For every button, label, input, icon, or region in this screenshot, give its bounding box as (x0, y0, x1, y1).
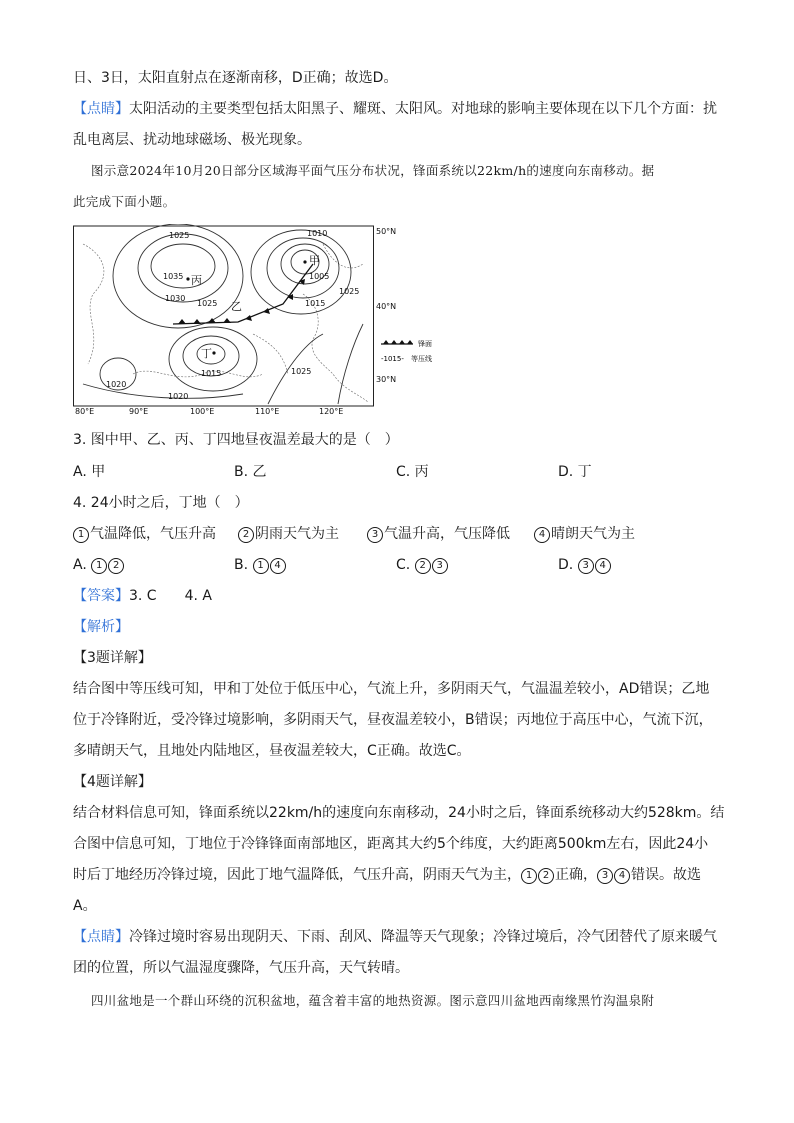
isobar-label: 1020 (106, 380, 127, 389)
question-4-stem: 4. 24小时之后，丁地（ ） (73, 495, 249, 511)
low-center-marker-ding (212, 351, 215, 354)
q4-detail-line: A。 (73, 898, 97, 914)
q4-detail-line (73, 865, 701, 885)
pressure-map-svg (73, 224, 453, 414)
circled-number: 1 (91, 558, 107, 574)
answer-line (73, 586, 212, 606)
q3-option-b: B. 乙 (234, 464, 267, 480)
circled-number: 2 (238, 527, 254, 543)
place-yi: 乙 (231, 300, 242, 313)
tip-label: 【点睛】 (73, 101, 129, 117)
tip-text: 太阳活动的主要类型包括太阳黑子、耀斑、太阳风。对地球的影响主要体现在以下几个方面：扰 (129, 101, 717, 117)
isobar-label: 1025 (339, 287, 360, 296)
q3-detail-label: 【3题详解】 (73, 650, 152, 666)
circled-number: 4 (270, 558, 286, 574)
isobar-label: 1025 (197, 299, 218, 308)
lon-label: 90°E (129, 407, 149, 414)
q4-item-2 (238, 524, 339, 544)
circled-number: 1 (253, 558, 269, 574)
q4-detail-text: 错误。故选 (631, 867, 701, 883)
circled-number: 2 (538, 868, 554, 884)
q3-option-c: C. 丙 (396, 464, 429, 480)
isobar-label: 1010 (307, 229, 328, 238)
lat-label: 50°N (376, 227, 397, 236)
circled-number: 2 (108, 558, 124, 574)
answer-label: 【答案】 (73, 588, 129, 604)
tip2-line-1 (73, 927, 717, 947)
place-jia: 甲 (309, 254, 320, 267)
lon-label: 100°E (190, 407, 215, 414)
map-legend (381, 339, 432, 363)
tip-paragraph-line-1 (73, 99, 717, 119)
high-center-marker (186, 277, 189, 280)
circled-number: 3 (578, 558, 594, 574)
q3-detail-line: 结合图中等压线可知，甲和丁处位于低压中心，气流上升，多阴雨天气，气温温差较小，AD错误；乙地 (73, 681, 710, 697)
q4-item-text: 气温降低，气压升高 (90, 526, 216, 542)
circled-number: 1 (73, 527, 89, 543)
lat-label: 40°N (376, 302, 397, 311)
tip2-line-2: 团的位置，所以气温湿度骤降，气压升高，天气转晴。 (73, 960, 409, 976)
option-letter: A. (73, 557, 87, 573)
tip-paragraph-line-2: 乱电离层、扰动地球磁场、极光现象。 (73, 132, 311, 148)
isobar-label: 1025 (291, 367, 312, 376)
circled-number: 4 (614, 868, 630, 884)
q4-detail-line: 合图中信息可知，丁地位于冷锋锋面南部地区，距离其大约5个纬度，大约距离500km左右，因此24小 (73, 836, 709, 852)
q3-option-a: A. 甲 (73, 464, 106, 480)
next-material-intro: 四川盆地是一个群山环绕的沉积盆地，蕴含着丰富的地热资源。图示意四川盆地西南缘黑竹沟温泉附 (91, 993, 655, 1008)
q4-item-text: 气温升高，气压降低 (384, 526, 510, 542)
isobar-label: 1030 (165, 294, 186, 303)
q4-option-d (558, 555, 612, 575)
isobar-label: 1005 (309, 272, 330, 281)
q4-item-text: 晴朗天气为主 (551, 526, 635, 542)
material-intro-line-2: 此完成下面小题。 (73, 194, 176, 209)
place-bing: 丙 (191, 274, 202, 287)
circled-number: 1 (521, 868, 537, 884)
legend-isobar-label: 等压线 (411, 355, 432, 363)
option-letter: C. (396, 557, 411, 573)
isobar-label: 1035 (163, 272, 184, 281)
circled-number: 3 (597, 868, 613, 884)
tip2-text: 冷锋过境时容易出现阴天、下雨、刮风、降温等天气现象；冷锋过境后，冷气团替代了原来暖气 (129, 929, 717, 945)
analysis-label: 【解析】 (73, 619, 129, 635)
tip2-label: 【点睛】 (73, 929, 129, 945)
lon-label: 110°E (255, 407, 280, 414)
q3-option-d: D. 丁 (558, 464, 592, 480)
q4-option-a (73, 555, 125, 575)
q4-item-text: 阴雨天气为主 (255, 526, 339, 542)
q3-detail-line: 位于冷锋附近，受冷锋过境影响，多阴雨天气，昼夜温差较小，B错误；丙地位于高压中心，气流下沉， (73, 712, 713, 728)
q4-item-1 (73, 524, 216, 544)
q4-detail-text: 正确， (555, 867, 597, 883)
option-letter: B. (234, 557, 249, 573)
isobar-label: 1015 (305, 299, 326, 308)
continued-text: 日、3日，太阳直射点在逐渐南移，D正确；故选D。 (73, 70, 398, 86)
q4-detail-line: 结合材料信息可知，锋面系统以22km/h的速度向东南移动，24小时之后，锋面系统移动大约528km。结 (73, 805, 725, 821)
circled-number: 4 (595, 558, 611, 574)
lon-label: 120°E (319, 407, 344, 414)
question-3-stem: 3. 图中甲、乙、丙、丁四地昼夜温差最大的是（ ） (73, 432, 399, 448)
circled-number: 3 (367, 527, 383, 543)
low-center-marker (303, 260, 306, 263)
material-intro-line-1: 图示意2024年10月20日部分区域海平面气压分布状况，锋面系统以22km/h的速度向东南移动。据 (91, 163, 655, 178)
legend-front-label: 锋面 (418, 340, 432, 348)
circled-number: 2 (415, 558, 431, 574)
q4-detail-label: 【4题详解】 (73, 774, 152, 790)
q3-detail-line: 多晴朗天气，且地处内陆地区，昼夜温差较大，C正确。故选C。 (73, 743, 471, 759)
isobar-label: 1025 (169, 231, 190, 240)
q4-detail-text: 时后丁地经历冷锋过境，因此丁地气温降低，气压升高，阴雨天气为主， (73, 867, 521, 883)
option-letter: D. (558, 557, 574, 573)
pressure-map (73, 224, 453, 414)
lon-label: 80°E (75, 407, 95, 414)
isobar-label: 1015 (201, 369, 222, 378)
q4-item-4 (534, 524, 635, 544)
q4-option-c (396, 555, 449, 575)
lat-label: 30°N (376, 375, 397, 384)
answer-text: 3. C 4. A (129, 588, 212, 604)
circled-number: 3 (432, 558, 448, 574)
circled-number: 4 (534, 527, 550, 543)
q4-item-3 (367, 524, 510, 544)
place-ding: 丁 (201, 347, 212, 360)
q4-option-b (234, 555, 287, 575)
legend-isobar-symbol: -1015- (381, 355, 404, 363)
isobar-label: 1020 (168, 392, 189, 401)
front-symbol (383, 340, 413, 344)
